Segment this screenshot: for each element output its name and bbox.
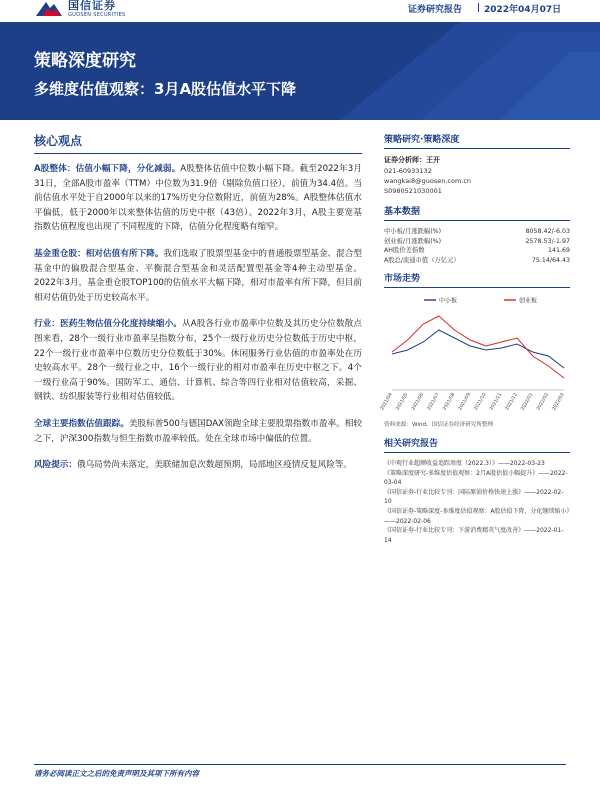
related-report[interactable]: 《策略深度研究-多维度估值观察：2月A股估值小幅提升》——2022-03-04 [384, 469, 568, 487]
paragraph-body: 从A股各行业市盈率中位数及其历史分位数散点图来看，28个一级行业市盈率呈指数分布，25个一级行业历史分位数低于历史中枢，22个一级行业市盈率中位数历史分位数低于30%。休闲服务行业估值的市盈率处在历史较高水平。28个一级行业之中，16个一级行业的相对市盈率在历史中枢之下。4个一级行业高于90%。国防军工、通信、计算机、综合等四行业相对估值较高，采掘、钢铁、纺织服装等行业相对估值较低。 [34, 319, 362, 403]
x-tick-label: 2021/12 [504, 392, 519, 412]
logo-icon [34, 0, 64, 18]
paragraph-global [34, 417, 362, 446]
related-report[interactable]: 《国信证券-行业比较专刊：国际原油价格快速上涨》——2022-02-10 [384, 488, 564, 506]
top-bar [0, 0, 600, 22]
related-report[interactable]: 《中观行业超额收益追踪周度（2022.3）》——2022-03-23 [384, 460, 545, 467]
x-tick-label: 2022/02 [536, 392, 551, 412]
x-tick-label: 2021/08 [442, 392, 457, 412]
series-line-b [392, 316, 564, 378]
data-value: 141.69 [547, 247, 570, 254]
market-trend-chart [379, 294, 570, 418]
paragraph-body: A股整体估值中位数小幅下降。截至2022年3月31日，全部A股市盈率（TTM）中位数为31.9倍（剔除负值口径），前值为34.4倍。当前估值水平处于自2000年以来的17%历史分位数附近，前值为28%。A股整体估值水平偏低，低于2000年以来整体估值的历史中枢（43倍）。2022年3月，A股主要宽基指数估值程度也出现了不同程度的下降，估值分化程度略有缩窄。 [34, 164, 362, 233]
legend-label: 创业板 [519, 297, 538, 305]
sidebar-category: 策略研究·策略深度 [384, 135, 460, 145]
paragraph-risk [34, 458, 362, 473]
main-content [34, 132, 362, 485]
data-value: 2578.53/-1.97 [525, 237, 570, 245]
data-label: 中小板/月涨跌幅(%) [384, 228, 442, 235]
footer-rule [34, 764, 566, 765]
paragraph-body: 我们选取了股票型基金中的普通股票型基金、混合型基金中的偏股混合型基金、平衡混合型基金和灵活配置型基金等4种主动型基金。2022年3月，基金重仓股TOP100的估值水平大幅下降，相对市盈率有所下降，但目前相对估值仍处于历史较高水平。 [34, 248, 362, 303]
data-label: 创业板/月涨跌幅(%) [384, 237, 442, 245]
paragraph-lead: 基金重仓股：相对估值有所下降。 [34, 248, 164, 259]
logo-en-text: GUOSEN SECURITIES [68, 12, 126, 18]
x-tick-label: 2022/01 [520, 392, 535, 412]
related-report[interactable]: 《国信证券-行业比较专刊：下游消费精英气度改善》——2022-01-14 [384, 527, 564, 544]
analyst-email[interactable]: wangkai8@guosen.com.cn [384, 177, 472, 185]
sidebar-rule [384, 452, 570, 453]
section-rule [34, 153, 362, 154]
report-subtitle: 多维度估值观察：3月A股估值水平下降 [34, 80, 297, 98]
legend-label: 中小板 [439, 297, 458, 305]
paragraph-lead: 行业：医药生物估值分化度持续缩小。 [34, 319, 182, 330]
section-title: 核心观点 [34, 134, 83, 148]
paragraph-body: 俄乌局势尚未落定，美联储加息次数超预期，局部地区疫情反复风险等。 [76, 460, 352, 471]
data-label: A股总/流通市值（万亿元） [384, 256, 460, 264]
data-value: 75.14/64.43 [531, 256, 570, 264]
series-line-a [392, 330, 564, 368]
paragraph-lead: 风险提示： [34, 460, 77, 471]
data-label: AH股价差指数 [384, 247, 425, 254]
banner-decoration [340, 22, 600, 120]
header-separator [478, 3, 479, 12]
basic-data-row [384, 256, 570, 266]
basic-data-row [384, 237, 570, 247]
analyst-phone: 021-60933132 [384, 167, 432, 175]
analyst-name: 证券分析师：王开 [384, 156, 440, 164]
chart-svg [379, 294, 570, 418]
report-title: 策略深度研究 [34, 51, 136, 71]
paragraph-funds [34, 247, 362, 305]
report-type: 证券研究报告 [408, 5, 463, 15]
company-logo [34, 0, 126, 18]
basic-data-row [384, 227, 570, 237]
paragraph-body: 美股标普500与德国DAX领跑全球主要股票指数市盈率。相较之下，沪深300指数与恒生指数市盈率较低。处在全球市场中偏低的位置。 [34, 418, 362, 444]
footer-disclaimer: 请务必阅读正文之后的免责声明及其项下所有内容 [34, 769, 199, 778]
sidebar [379, 132, 570, 545]
x-tick-label: 2021/04 [379, 392, 394, 412]
paragraph-overall [34, 162, 362, 235]
x-tick-label: 2021/11 [489, 392, 504, 412]
x-tick-label: 2021/05 [395, 392, 410, 412]
title-banner [0, 22, 600, 120]
analyst-cert: S0980521030001 [384, 187, 442, 195]
data-value: 8058.42/-6.03 [525, 228, 570, 235]
logo-cn-text: 国信证券 [68, 0, 116, 12]
paragraph-industry [34, 317, 362, 405]
basic-data-title: 基本数据 [384, 207, 421, 217]
sidebar-rule [384, 287, 570, 288]
sidebar-rule [384, 220, 570, 221]
paragraph-lead: 全球主要指数估值跟踪。 [34, 418, 129, 429]
x-tick-label: 2021/07 [426, 392, 441, 412]
x-tick-label: 2022/03 [551, 392, 566, 412]
basic-data-row [384, 246, 570, 256]
paragraph-lead: A股整体：估值小幅下降，分化减弱。 [34, 164, 181, 174]
x-tick-label: 2021/06 [411, 392, 426, 412]
market-title: 市场走势 [384, 274, 421, 284]
x-tick-label: 2021/09 [458, 392, 472, 412]
related-report[interactable]: 《国信证券-策略深度-多维度估值观察：A股估值下降，分化继续缩小》——2022-02-06 [384, 507, 570, 525]
x-tick-label: 2021/10 [473, 392, 488, 412]
related-title: 相关研究报告 [384, 439, 439, 449]
report-date: 2022年04月07日 [484, 5, 562, 15]
sidebar-rule [384, 148, 570, 149]
chart-source: 资料来源：Wind、国信证券经济研究所整理 [384, 422, 494, 428]
